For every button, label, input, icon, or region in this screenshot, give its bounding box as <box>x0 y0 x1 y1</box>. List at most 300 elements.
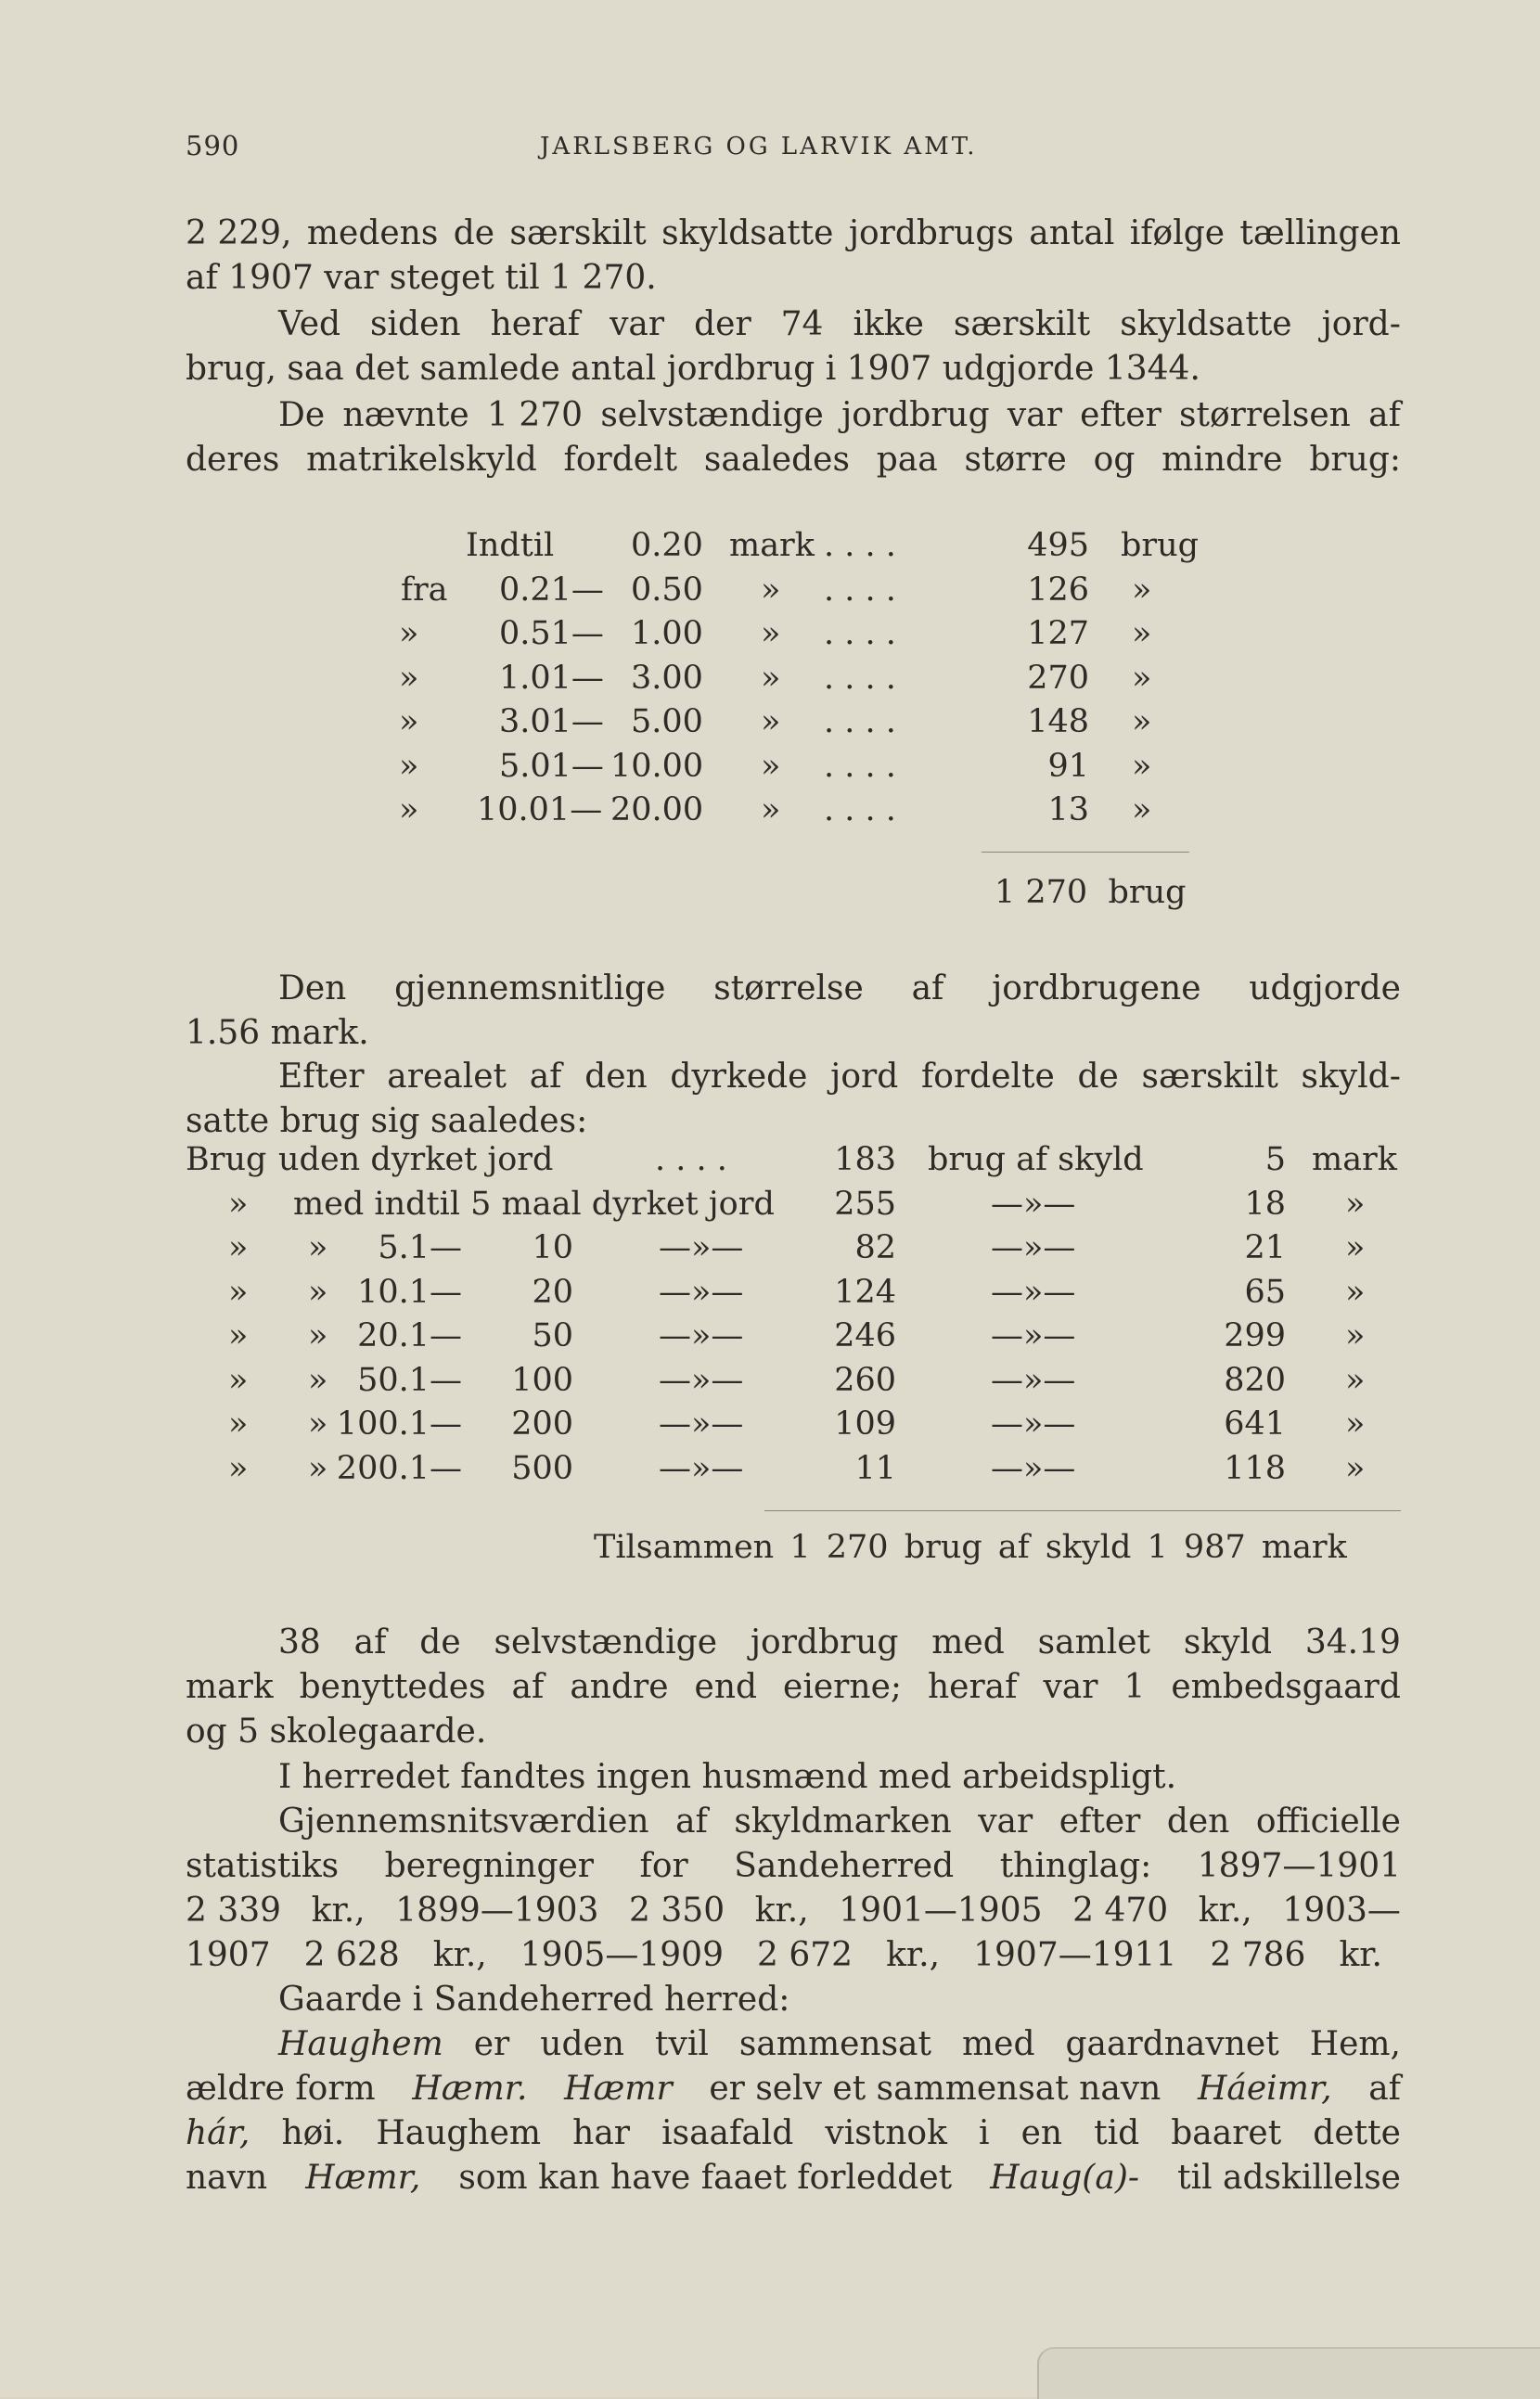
justified-line <box>186 1055 1401 1099</box>
word: jordbrugs <box>848 214 1014 252</box>
cell-a: » <box>228 1361 249 1399</box>
cell-range-from: 0.21— <box>499 571 604 609</box>
cell-ditto: —»— <box>991 1229 1076 1266</box>
word: ikke <box>853 305 924 343</box>
cell-range-to: 3.00 <box>631 659 703 697</box>
cell-unit: » <box>761 747 781 785</box>
leader-dots: . . . . <box>824 659 896 697</box>
text-line: af 1907 var steget til 1 270. <box>186 259 657 297</box>
word: navn <box>186 2159 268 2197</box>
word: saaledes <box>703 441 850 479</box>
cell-range-to: 1.00 <box>631 615 703 652</box>
cell-range-from: 5.01— <box>499 747 604 785</box>
word: var <box>1043 1668 1098 1706</box>
word: jordbrugene <box>992 969 1201 1007</box>
cell-a: » <box>228 1185 249 1223</box>
cell-count: 82 <box>854 1229 896 1266</box>
word: var <box>1007 396 1062 434</box>
word: heraf <box>927 1668 1018 1706</box>
word: tællingen <box>1239 214 1401 252</box>
justified-line <box>186 438 1401 482</box>
word: andre <box>570 1668 669 1706</box>
word: gaardnavnet <box>1065 2025 1279 2063</box>
justified-line <box>186 2111 1401 2156</box>
word: den <box>584 1058 648 1096</box>
cell-count: 260 <box>834 1361 896 1399</box>
cell-label: » <box>1132 703 1152 740</box>
word: størrelse <box>713 969 864 1007</box>
italic-word: hár, <box>186 2114 250 2152</box>
justified-line <box>186 212 1401 256</box>
word: 2 786 <box>1210 1936 1306 1974</box>
word: isaafald <box>661 2114 794 2152</box>
table-row <box>0 1405 1540 1450</box>
word: antal <box>1029 214 1115 252</box>
word: 2 229, <box>186 214 292 252</box>
word: der <box>694 305 751 343</box>
cell-range-to: 20 <box>532 1273 573 1311</box>
word: kr., <box>886 1936 941 1974</box>
cell-count: 495 <box>1027 527 1089 564</box>
word: størrelsen <box>1179 396 1351 434</box>
word: medens <box>306 214 439 252</box>
sum-rule <box>982 852 1189 853</box>
justified-line <box>186 2067 1401 2111</box>
cell-ditto: —»— <box>659 1317 744 1354</box>
word: 2 350 <box>629 1892 725 1930</box>
justified-line <box>186 1933 1382 1978</box>
word: selvstændige <box>600 396 824 434</box>
text-run: til adskillelse <box>1177 2159 1401 2197</box>
table2-total <box>594 1529 1347 1566</box>
table-row <box>0 612 1540 657</box>
size-distribution-table <box>0 524 1540 833</box>
cell-count: 126 <box>1027 571 1089 609</box>
cell-prefix: » <box>399 747 419 785</box>
word: siden <box>370 305 461 343</box>
paragraph-3 <box>186 393 1401 482</box>
word: 1 <box>1123 1668 1146 1706</box>
word: og <box>1093 441 1136 479</box>
word: var <box>610 305 665 343</box>
cell-label: » <box>1132 659 1152 697</box>
cell-ditto: —»— <box>659 1273 744 1311</box>
running-title: JARLSBERG OG LARVIK AMT. <box>540 133 978 160</box>
word: af <box>1368 396 1401 434</box>
cell-skyld: 21 <box>1244 1229 1286 1266</box>
cell-count: 270 <box>1027 659 1089 697</box>
justified-line <box>186 1621 1401 1665</box>
cell-description: uden dyrket jord <box>278 1141 554 1178</box>
word: end <box>694 1668 758 1706</box>
total-count: 1 270 <box>995 874 1088 911</box>
cell-skyld: 641 <box>1224 1405 1286 1443</box>
cell-b: » <box>308 1361 328 1399</box>
cell-count: 91 <box>1047 747 1089 785</box>
word: har <box>572 2114 630 2152</box>
text-line: I herredet fandtes ingen husmænd med arbeidspligt. <box>278 1758 1177 1796</box>
word: særskilt <box>953 305 1091 343</box>
sum-rule <box>764 1510 1401 1511</box>
cell-ditto: —»— <box>659 1229 744 1266</box>
word: vistnok <box>825 2114 947 2152</box>
word: skyld- <box>1301 1058 1401 1096</box>
word: thinglag: <box>999 1847 1152 1885</box>
word: Gjennemsnitsværdien <box>278 1802 649 1841</box>
cell-range-from: 20.1— <box>357 1317 462 1354</box>
cell-skyld: 299 <box>1224 1317 1286 1354</box>
cell-count: 109 <box>834 1405 896 1443</box>
word: med <box>931 1623 1005 1661</box>
text-line: og 5 skolegaarde. <box>186 1713 487 1751</box>
cell-count: 148 <box>1027 703 1089 740</box>
cell-range-to: 500 <box>511 1449 573 1487</box>
word: 2 339 <box>186 1892 282 1930</box>
justified-line <box>186 1889 1401 1933</box>
word: særskilt <box>1141 1058 1278 1096</box>
word: af <box>1368 2070 1401 2108</box>
cell-count: 246 <box>834 1317 896 1354</box>
cell-unit: » <box>1345 1449 1366 1487</box>
leader-dots: . . . . <box>824 747 896 785</box>
word: fordelte <box>920 1058 1055 1096</box>
word: jordbrug <box>841 396 990 434</box>
word: kr. <box>1339 1936 1382 1974</box>
paragraph-1 <box>186 212 1401 301</box>
word: 74 <box>780 305 824 343</box>
cell-range-to: 10 <box>532 1229 573 1266</box>
word: 2 628 <box>303 1936 400 1974</box>
justified-line <box>186 2022 1401 2067</box>
word: af <box>511 1668 545 1706</box>
word: baaret <box>1171 2114 1282 2152</box>
cell-b: » <box>308 1273 328 1311</box>
cell-unit: » <box>1345 1273 1366 1311</box>
word: Efter <box>278 1058 365 1096</box>
word: for <box>639 1847 688 1885</box>
word: med <box>962 2025 1035 2063</box>
word: kr., <box>754 1892 809 1930</box>
cell-unit: » <box>761 703 781 740</box>
cell-b: » <box>308 1449 328 1487</box>
word: kr., <box>1198 1892 1252 1930</box>
table-row <box>0 1274 1540 1318</box>
leader-dots: . . . . <box>824 571 896 609</box>
cell-range-from: 10.1— <box>357 1273 462 1311</box>
word: 1903— <box>1282 1892 1401 1930</box>
leader-dots: . . . . <box>824 703 896 740</box>
table-row <box>0 1186 1540 1230</box>
cell-range-from: 200.1— <box>336 1449 462 1487</box>
cell-count: 183 <box>834 1141 896 1178</box>
total-mid: brug af skyld <box>904 1529 1132 1566</box>
cell-unit: mark <box>1312 1141 1397 1178</box>
cell-unit: » <box>1345 1185 1366 1223</box>
cell-ditto: —»— <box>991 1361 1076 1399</box>
paragraph-5 <box>186 1055 1401 1144</box>
cell-ditto: —»— <box>659 1449 744 1487</box>
cell-count: 13 <box>1047 791 1089 828</box>
cell-prefix: » <box>399 703 419 740</box>
word: arealet <box>387 1058 507 1096</box>
cell-a: » <box>228 1449 249 1487</box>
cell-range-from: 0.51— <box>499 615 604 652</box>
word: 38 <box>278 1623 321 1661</box>
cell-unit: mark <box>729 527 815 564</box>
word: nævnte <box>342 396 469 434</box>
word: brug: <box>1309 441 1401 479</box>
cell-label: brug <box>1121 527 1200 564</box>
cell-range-to: 0.20 <box>631 527 703 564</box>
cell-ditto: —»— <box>659 1361 744 1399</box>
cell-b: » <box>308 1317 328 1354</box>
word: mark <box>186 1668 274 1706</box>
cell-a: » <box>228 1229 249 1266</box>
cell-range-from: 3.01— <box>499 703 604 740</box>
cell-unit: » <box>761 571 781 609</box>
word: benyttedes <box>299 1668 486 1706</box>
word: er <box>473 2025 510 2063</box>
cell-label: » <box>1132 571 1152 609</box>
cell-prefix: fra <box>401 571 448 609</box>
table-row <box>0 1317 1540 1362</box>
word: dette <box>1313 2114 1401 2152</box>
word: skyldsatte <box>661 214 834 252</box>
page-number: 590 <box>186 130 240 161</box>
justified-line <box>186 1844 1401 1889</box>
leader-dots: . . . . <box>824 791 896 828</box>
word: de <box>419 1623 461 1661</box>
word: Den <box>278 969 347 1007</box>
italic-name: Haug(a)- <box>990 2159 1140 2197</box>
word: Ved <box>278 305 341 343</box>
cell-mid: brug af skyld <box>928 1141 1144 1178</box>
word: den <box>1166 1802 1230 1841</box>
word: uden <box>540 2025 624 2063</box>
word: deres <box>186 441 280 479</box>
paragraph-8 <box>186 1800 1401 1978</box>
paragraph-7 <box>186 1755 1401 1800</box>
word: tvil <box>655 2025 709 2063</box>
cell-ditto: —»— <box>991 1449 1076 1487</box>
total-label: brug <box>1108 874 1187 911</box>
word: gjennemsnitlige <box>394 969 666 1007</box>
word: 1907—1911 <box>973 1936 1177 1974</box>
word: udgjorde <box>1249 969 1401 1007</box>
cell-b: » <box>308 1405 328 1443</box>
word: beregninger <box>384 1847 595 1885</box>
cell-range-to: 50 <box>532 1317 573 1354</box>
cell-range-to: 5.00 <box>631 703 703 740</box>
italic-name: Hæmr <box>564 2070 673 2108</box>
text-line: Gaarde i Sandeherred herred: <box>278 1981 790 2019</box>
leader-dots: . . . . <box>655 1141 727 1178</box>
word: sammensat <box>738 2025 931 2063</box>
cell-range-from: 50.1— <box>357 1361 462 1399</box>
cell-count: 127 <box>1027 615 1089 652</box>
justified-line <box>186 967 1401 1011</box>
paragraph-9 <box>186 1978 1401 2022</box>
cell-count: 255 <box>834 1185 896 1223</box>
word: en <box>1020 2114 1063 2152</box>
word: kr., <box>432 1936 487 1974</box>
cell-skyld: 5 <box>1264 1141 1286 1178</box>
cell-range-from: 100.1— <box>336 1405 462 1443</box>
total-unit: mark <box>1261 1529 1347 1566</box>
word: tid <box>1094 2114 1140 2152</box>
word: matrikelskyld <box>306 441 537 479</box>
text-run: ældre form <box>186 2070 376 2108</box>
word: af <box>529 1058 562 1096</box>
word: 1897—1901 <box>1197 1847 1401 1885</box>
cell-unit: » <box>761 791 781 828</box>
cell-label: » <box>1132 747 1152 785</box>
word: officielle <box>1255 1802 1401 1841</box>
word: skyldmarken <box>734 1802 952 1841</box>
cell-count: 124 <box>834 1273 896 1311</box>
cell-range-to: 0.50 <box>631 571 703 609</box>
word: 34.19 <box>1304 1623 1401 1661</box>
table1-total <box>995 874 1187 911</box>
justified-line <box>186 393 1401 438</box>
table-row <box>0 1450 1540 1495</box>
total-label: Tilsammen <box>594 1529 775 1566</box>
cell-unit: » <box>761 659 781 697</box>
table-row <box>0 789 1540 833</box>
word: høi. <box>281 2114 345 2152</box>
word: kr., <box>311 1892 366 1930</box>
word: større <box>964 441 1067 479</box>
cell-skyld: 65 <box>1244 1273 1286 1311</box>
cell-prefix: » <box>399 791 419 828</box>
cell-count: 11 <box>854 1449 896 1487</box>
word: var <box>978 1802 1033 1841</box>
word: paa <box>876 441 938 479</box>
cell-ditto: —»— <box>991 1317 1076 1354</box>
table-row <box>0 657 1540 701</box>
word: af <box>675 1802 708 1841</box>
word: de <box>1077 1058 1119 1096</box>
cell-prefix: Indtil <box>466 527 555 564</box>
cell-range-from: 1.01— <box>499 659 604 697</box>
cell-ditto: —»— <box>991 1185 1076 1223</box>
cell-label: » <box>1132 791 1152 828</box>
table-row <box>0 700 1540 745</box>
word: statistiks <box>186 1847 340 1885</box>
word: ifølge <box>1129 214 1226 252</box>
word: 1 270 <box>487 396 584 434</box>
word: særskilt <box>509 214 647 252</box>
text-run: som kan have faaet forleddet <box>458 2159 953 2197</box>
paragraph-2 <box>186 302 1401 391</box>
table-row <box>0 1362 1540 1406</box>
cell-unit: » <box>761 615 781 652</box>
cell-range-to: 10.00 <box>610 747 704 785</box>
word: jord <box>830 1058 899 1096</box>
cell-range-to: 200 <box>511 1405 573 1443</box>
word: mindre <box>1161 441 1283 479</box>
table-row <box>0 745 1540 789</box>
leader-dots: . . . . <box>824 615 896 652</box>
italic-name: Hæmr, <box>305 2159 421 2197</box>
paragraph-4 <box>186 967 1401 1056</box>
word: af <box>911 969 944 1007</box>
cell-label: » <box>1132 615 1152 652</box>
word: jord- <box>1321 305 1401 343</box>
cell-ditto: —»— <box>991 1273 1076 1311</box>
cell-skyld: 18 <box>1244 1185 1286 1223</box>
word: jordbrug <box>750 1623 899 1661</box>
italic-name: Hæmr. <box>412 2070 528 2108</box>
word: skyldsatte <box>1120 305 1292 343</box>
cell-unit: » <box>1345 1229 1366 1266</box>
cell-unit: » <box>1345 1317 1366 1354</box>
paragraph-10 <box>186 2022 1401 2200</box>
word: efter <box>1059 1802 1141 1841</box>
table-row <box>0 1141 1540 1186</box>
word: 1901—1905 <box>839 1892 1043 1930</box>
cultivated-area-table <box>0 1141 1540 1494</box>
word: i <box>978 2114 990 2152</box>
italic-farm-name: Haughem <box>278 2025 443 2063</box>
cell-a: Brug <box>186 1141 267 1178</box>
word: heraf <box>490 305 581 343</box>
word: 1899—1903 <box>395 1892 599 1930</box>
cell-range-to: 100 <box>511 1361 573 1399</box>
cell-skyld: 118 <box>1224 1449 1286 1487</box>
word: samlet <box>1037 1623 1150 1661</box>
justified-line <box>186 2156 1401 2200</box>
cell-description: med indtil 5 maal dyrket jord <box>293 1185 775 1223</box>
italic-name: Háeimr, <box>1198 2070 1332 2108</box>
paragraph-6 <box>186 1621 1401 1754</box>
word: de <box>453 214 495 252</box>
total-skyld: 1 987 <box>1147 1529 1246 1566</box>
table-row <box>0 569 1540 613</box>
leader-dots: . . . . <box>824 527 896 564</box>
cell-range-to: 20.00 <box>610 791 704 828</box>
page-corner-edge <box>1037 2347 1540 2399</box>
word: dyrkede <box>670 1058 808 1096</box>
cell-unit: » <box>1345 1405 1366 1443</box>
text-line: satte brug sig saaledes: <box>186 1102 588 1140</box>
cell-prefix: » <box>399 615 419 652</box>
word: skyld <box>1183 1623 1273 1661</box>
cell-a: » <box>228 1273 249 1311</box>
text-line: 1.56 mark. <box>186 1014 369 1052</box>
table-row <box>0 1229 1540 1274</box>
word: embedsgaard <box>1171 1668 1401 1706</box>
word: efter <box>1080 396 1161 434</box>
total-count: 1 270 <box>789 1529 889 1566</box>
justified-line <box>186 1800 1401 1844</box>
cell-prefix: » <box>399 659 419 697</box>
cell-a: » <box>228 1405 249 1443</box>
word: selvstændige <box>494 1623 718 1661</box>
word: Sandeherred <box>734 1847 955 1885</box>
cell-ditto: —»— <box>659 1405 744 1443</box>
word: 2 672 <box>757 1936 853 1974</box>
cell-a: » <box>228 1317 249 1354</box>
text-line: brug, saa det samlede antal jordbrug i 1907 udgjorde 1344. <box>186 350 1200 388</box>
word: Haughem <box>376 2114 542 2152</box>
justified-line <box>186 1665 1401 1710</box>
table-row <box>0 524 1540 569</box>
cell-ditto: —»— <box>991 1405 1076 1443</box>
word: eierne; <box>783 1668 902 1706</box>
text-run: er selv et sammensat navn <box>709 2070 1161 2108</box>
word: fordelt <box>563 441 678 479</box>
